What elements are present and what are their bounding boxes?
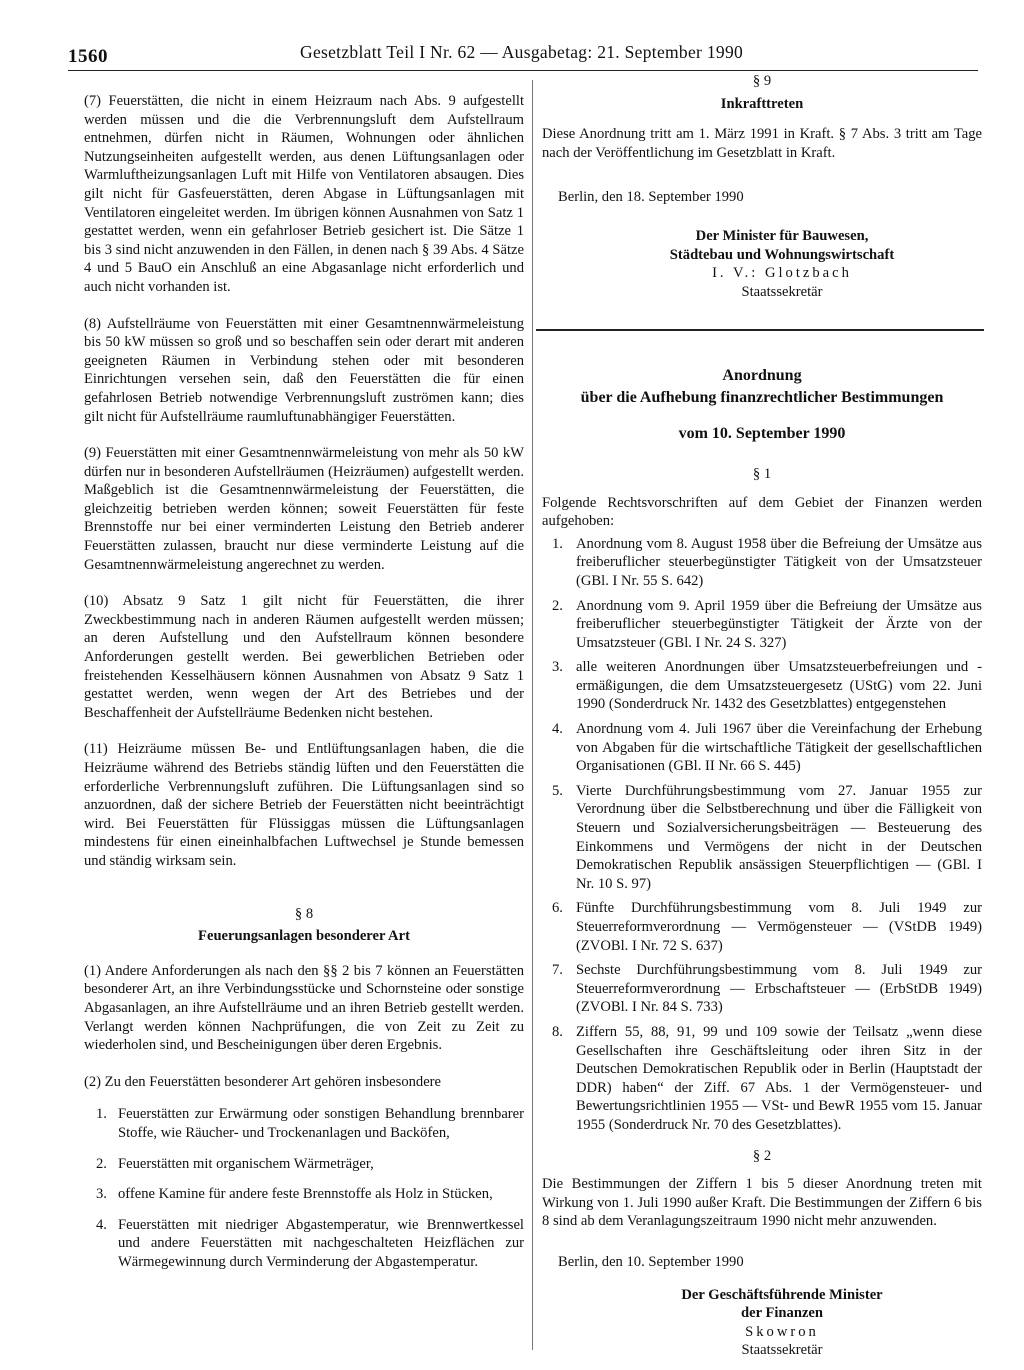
- list-item: [542, 720, 982, 776]
- document-title-line-2: über die Aufhebung finanzrechtlicher Bestimmungen: [580, 388, 944, 406]
- section-2-text: Die Bestimmungen der Ziffern 1 bis 5 dieser Anordnung treten mit Wirkung von 1. Juli 1990 außer Kraft. Die Bestimmungen der Ziffern 6 bis 8 sind ab dem Veranlagungszeitraum 1990 nicht mehr anzuwenden.: [542, 1176, 982, 1230]
- section-9-sign: § 9: [752, 73, 772, 89]
- list-item: [542, 782, 982, 894]
- list-item: [542, 1023, 982, 1135]
- document-title-line-1: Anordnung: [722, 366, 802, 384]
- paragraph-10: (10) Absatz 9 Satz 1 gilt nicht für Feuerstätten, die ihrer Zweckbestimmung nach in anderen Räumen aufgestellt werden müssen; an deren Aufstellung und den Aufstellraum können besondere Anforderungen gestellt werden. Bei gewerblichen Betrieben oder freistehenden Kesselhäusern können Ausnahmen von Absatz 9 Satz 1 gestattet werden, wenn wegen der Art des Betriebes und der Beschaffenheit der Aufstellräume Bedenken nicht bestehen.: [84, 593, 524, 721]
- list-text: Ziffern 55, 88, 91, 99 und 109 sowie der Teilsatz „wenn diese Gesellschaften ihre Geschäftsleitung oder ihren Sitz in der Deutschen Demokratischen Republik oder in Berlin (Hauptstadt der DDR) haben“ der Ziff. 67 Abs. 1 der Vermögensteuer- und Bewertungsrichtlinien 1955 — VSt- und BewR 1955 vom 15. Januar 1955 (Sonderdruck Nr. 70 des Gesetzblattes).: [576, 1023, 982, 1133]
- signature-org-line-1: Der Minister für Bauwesen,: [695, 227, 869, 244]
- section-2-sign: § 2: [752, 1147, 772, 1164]
- place-date-1: Berlin, den 18. September 1990: [558, 189, 744, 206]
- section-8-paragraph-1: (1) Andere Anforderungen als nach den §§ 2 bis 7 können an Feuerstätten besonderer Art, an ihre Verbindungsstücke und Schornsteine oder sonstige Abgasanlagen, an ihre Aufstellräume und an ihren Betrieb gestellt werden. Verlangt werden können Nachprüfungen, die von Zeit zu Zeit zu wiederholen sind, und Bescheinigungen über deren Ergebnis.: [84, 962, 524, 1054]
- signature-org-line-2: Städtebau und Wohnungswirtschaft: [669, 246, 895, 263]
- column-divider: [532, 80, 533, 1350]
- list-item: [542, 597, 982, 653]
- signature-block-1: [582, 227, 982, 301]
- list-text: Anordnung vom 9. April 1959 über die Befreiung der Umsätze aus freiberuflicher steuerbegünstigter Tätigkeit der Ärzte von der Umsatzsteuer (GBl. I Nr. 24 S. 327): [576, 597, 982, 651]
- list-item: [542, 535, 982, 591]
- list-item: [84, 1155, 524, 1174]
- list-item: [542, 961, 982, 1017]
- section-rule: [536, 329, 984, 331]
- signature-role: Staatssekretär: [741, 1342, 823, 1359]
- signature-name: Skowron: [745, 1323, 819, 1340]
- list-number: 2.: [96, 1155, 107, 1172]
- list-number: 5.: [552, 782, 563, 799]
- list-text: Fünfte Durchführungsbestimmung vom 8. Juli 1949 zur Steuerreformverordnung — Vermögensteuer — (VStDB 1949) (ZVOBl. I Nr. 72 S. 637): [576, 900, 982, 954]
- place-date-2: Berlin, den 10. September 1990: [558, 1253, 744, 1270]
- page-header: [68, 38, 978, 71]
- list-text: Vierte Durchführungsbestimmung vom 27. Januar 1955 zur Verordnung über die Selbstberechnung und über die Fälligkeit von Steuern und Sozialversicherungsbeiträgen — Besteuerung des Einkommens und Vermögens der nicht in der Deutschen Demokratischen Republik ansässigen Steuerpflichtigen — (GBl. I Nr. 10 S. 97): [576, 782, 982, 892]
- section-9-text: Diese Anordnung tritt am 1. März 1991 in Kraft. § 7 Abs. 3 tritt am Tage nach der Veröffentlichung im Gesetzblatt in Kraft.: [542, 126, 982, 161]
- left-column: [84, 92, 524, 1283]
- list-text: offene Kamine für andere feste Brennstoffe als Holz in Stücken,: [118, 1186, 493, 1203]
- list-number: 4.: [552, 721, 563, 738]
- paragraph-9: (9) Feuerstätten mit einer Gesamtnennwärmeleistung von mehr als 50 kW dürfen nur in besonderen Aufstellräumen (Heizräumen) aufgestellt werden. Maßgeblich ist die Gesamtnennwärmeleistung der Feuerstätten, die gleichzeitig betrieben werden können; soweit Feuerstätten für feste Brennstoffe nur bei einer verminderten Leistung den Betrieb anderer Feuerstätten zulassen, braucht nur diese verminderte Leistung auf die Gesamtnennwärmeleistung angerechnet zu werden.: [84, 445, 524, 573]
- right-column: [542, 72, 982, 1360]
- list-number: 3.: [552, 659, 563, 676]
- list-item: [84, 1185, 524, 1204]
- list-text: Anordnung vom 8. August 1958 über die Befreiung der Umsätze aus freiberuflicher steuerbegünstigter Tätigkeit von der Umsatzsteuer (GBl. I Nr. 55 S. 642): [576, 535, 982, 589]
- list-number: 4.: [96, 1216, 107, 1233]
- list-number: 6.: [552, 900, 563, 917]
- signature-org-line-1: Der Geschäftsführende Minister: [681, 1286, 883, 1303]
- list-number: 2.: [552, 597, 563, 614]
- list-text: Feuerstätten mit organischem Wärmeträger,: [118, 1155, 374, 1172]
- document-title-line-3: vom 10. September 1990: [678, 424, 846, 442]
- paragraph-8: (8) Aufstellräume von Feuerstätten mit einer Gesamtnennwärmeleistung bis 50 kW müssen so groß und so beschaffen sein oder derart mit anderen geeigneten Räumen in Verbindung stehen oder mit besonderen Einrichtungen versehen sein, daß den Feuerstätten die für einen gefahrlosen Betrieb notwendige Verbrennungsluft zuströmen kann; dies gilt nicht für Aufstellräume raumluftunabhängiger Feuerstätten.: [84, 315, 524, 425]
- header-title: Gesetzblatt Teil I Nr. 62 — Ausgabetag: 21. September 1990: [300, 42, 744, 62]
- list-number: 7.: [552, 962, 563, 979]
- signature-role: Staatssekretär: [741, 283, 823, 300]
- section-8-title: Feuerungsanlagen besonderer Art: [198, 928, 410, 945]
- list-item: [84, 1105, 524, 1142]
- list-item: [542, 658, 982, 714]
- section-1-intro: Folgende Rechtsvorschriften auf dem Gebiet der Finanzen werden aufgehoben:: [542, 494, 982, 530]
- signature-name: I. V.: Glotzbach: [712, 265, 852, 282]
- list-item: [542, 899, 982, 955]
- list-text: alle weiteren Anordnungen über Umsatzsteuerbefreiungen und -ermäßigungen, die dem Umsatzsteuergesetz (UStG) vom 22. Juni 1990 (Sonderdruck Nr. 1432 des Gesetzblattes) entgegenstehen: [576, 659, 982, 713]
- list-text: Feuerstätten zur Erwärmung oder sonstigen Behandlung brennbarer Stoffe, wie Räucher- und Trockenanlagen und Backöfen,: [118, 1106, 524, 1141]
- list-number: 1.: [552, 535, 563, 552]
- page-number: 1560: [68, 46, 108, 67]
- list-number: 3.: [96, 1186, 107, 1203]
- list-text: Feuerstätten mit niedriger Abgastemperatur, wie Brennwertkessel und andere Feuerstätten mit nachgeschalteten Heizflächen zur Wärmegewinnung durch Verminderung der Abgastemperatur.: [118, 1216, 524, 1270]
- section-1-sign: § 1: [752, 465, 772, 482]
- signature-block-2: [582, 1286, 982, 1360]
- list-number: 8.: [552, 1023, 563, 1040]
- section-8-sign: § 8: [294, 905, 314, 922]
- section-9-title: Inkrafttreten: [720, 95, 804, 112]
- list-text: Anordnung vom 4. Juli 1967 über die Vereinfachung der Erhebung von Abgaben für die wirtschaftliche Tätigkeit der gesellschaftlichen Organisationen (GBl. II Nr. 66 S. 445): [576, 721, 982, 775]
- section-1-list: [542, 535, 982, 1135]
- signature-org-line-2: der Finanzen: [740, 1305, 824, 1322]
- section-8-paragraph-2: (2) Zu den Feuerstätten besonderer Art gehören insbesondere: [84, 1073, 442, 1090]
- list-number: 1.: [96, 1106, 107, 1123]
- section-8-list: [84, 1105, 524, 1271]
- list-text: Sechste Durchführungsbestimmung vom 8. Juli 1949 zur Steuerreformverordnung — Erbschaftsteuer — (ErbStDB 1949) (ZVOBl. I Nr. 84 S. 733): [576, 962, 982, 1016]
- list-item: [84, 1216, 524, 1272]
- paragraph-7: (7) Feuerstätten, die nicht in einem Heizraum nach Abs. 9 aufgestellt werden müssen und die die Verbrennungsluft dem Aufstellraum entnehmen, dürfen nicht in Räumen, Wohnungen oder ähnlichen Nutzungseinheiten aufgestellt werden, aus denen Lüftungsanlagen oder Warmluftheizungsanlagen Luft mit Hilfe von Ventilatoren absaugen. Dies gilt nicht für Gasfeuerstätten, deren Abgase in Lüftungsanlagen mit Ventilatoren eingeleitet werden. Im übrigen können Ausnahmen von Satz 1 gestattet werden, wenn ein gefahrloser Betrieb gesichert ist. Die Sätze 1 bis 3 sind nicht anzuwenden in den Fällen, in denen nach § 39 Abs. 4 Sätze 4 und 5 BauO ein Anschluß an eine Abgasanlage nicht erforderlich und auch nicht vorhanden ist.: [84, 93, 524, 295]
- paragraph-11: (11) Heizräume müssen Be- und Entlüftungsanlagen haben, die die Heizräume während des Betriebs ständig lüften und den Feuerstätten die erforderliche Verbrennungsluft zuführen. Die Lüftungsanlagen sind so anzuordnen, daß der sichere Betrieb der Feuerstätten nicht beeinträchtigt wird. Bei Feuerstätten für Flüssiggas müssen die Lüftungsanlagen mindestens für einen eineinhalbfachen Luftwechsel je Stunde bemessen und ständig wirksam sein.: [84, 741, 524, 869]
